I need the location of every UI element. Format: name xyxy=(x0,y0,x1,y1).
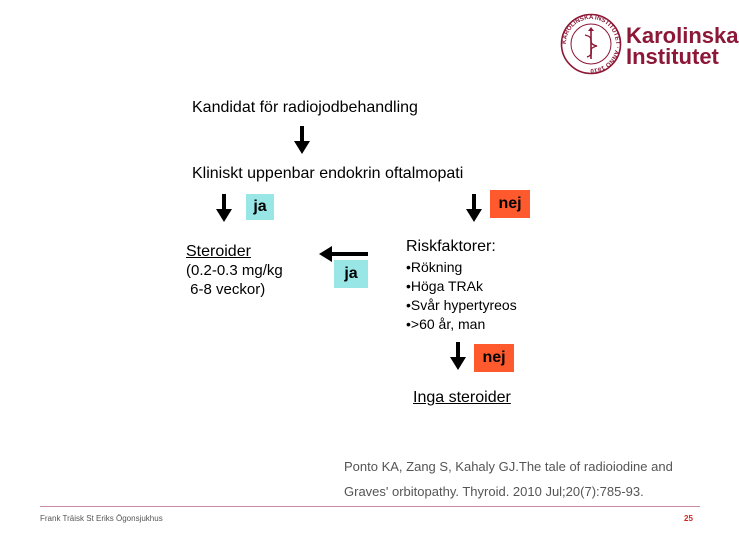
steroid-title: Steroider xyxy=(186,243,251,260)
risk-factors-title: Riskfaktorer: xyxy=(406,238,496,255)
risk-factor-item: •Höga TRAk xyxy=(406,278,484,294)
risk-factor-item: •Rökning xyxy=(406,259,463,275)
seal-text: KAROLINSKA INSTITUTET · ANNO 1810 xyxy=(560,13,622,75)
arrow-down-icon xyxy=(214,194,234,224)
karolinska-seal-icon xyxy=(560,13,622,75)
logo-line-2: Institutet xyxy=(626,44,719,69)
reference-citation xyxy=(344,454,673,504)
steroid-duration: 6-8 veckor) xyxy=(186,281,266,298)
page-number: 25 xyxy=(684,514,693,523)
reference-line-2: Graves' orbitopathy. Thyroid. 2010 Jul;20(7):785-93. xyxy=(344,484,644,499)
step-candidate: Kandidat för radiojodbehandling xyxy=(192,99,418,116)
footer-divider xyxy=(40,506,700,507)
risk-factor-item: •>60 år, man xyxy=(406,316,486,332)
badge-ja-1: ja xyxy=(246,194,274,220)
badge-nej-1: nej xyxy=(490,190,530,218)
arrow-down-icon xyxy=(448,342,468,372)
risk-factor-list xyxy=(406,258,517,334)
step-clinical-ophthalmopathy: Kliniskt uppenbar endokrin oftalmopati xyxy=(192,165,464,182)
no-steroids: Inga steroider xyxy=(413,389,511,406)
risk-factor-item: •Svår hypertyreos xyxy=(406,297,517,313)
arrow-down-icon xyxy=(292,126,312,156)
footer-author: Frank Träisk St Eriks Ögonsjukhus xyxy=(40,514,163,523)
steroid-dose: (0.2-0.3 mg/kg xyxy=(186,262,283,279)
arrow-down-icon xyxy=(464,194,484,224)
karolinska-logo xyxy=(560,10,739,80)
logo-line-1: Karolinska xyxy=(626,23,739,48)
badge-nej-2: nej xyxy=(474,344,514,372)
reference-line-1: Ponto KA, Zang S, Kahaly GJ.The tale of radioiodine and xyxy=(344,459,673,474)
badge-ja-2: ja xyxy=(334,260,368,288)
